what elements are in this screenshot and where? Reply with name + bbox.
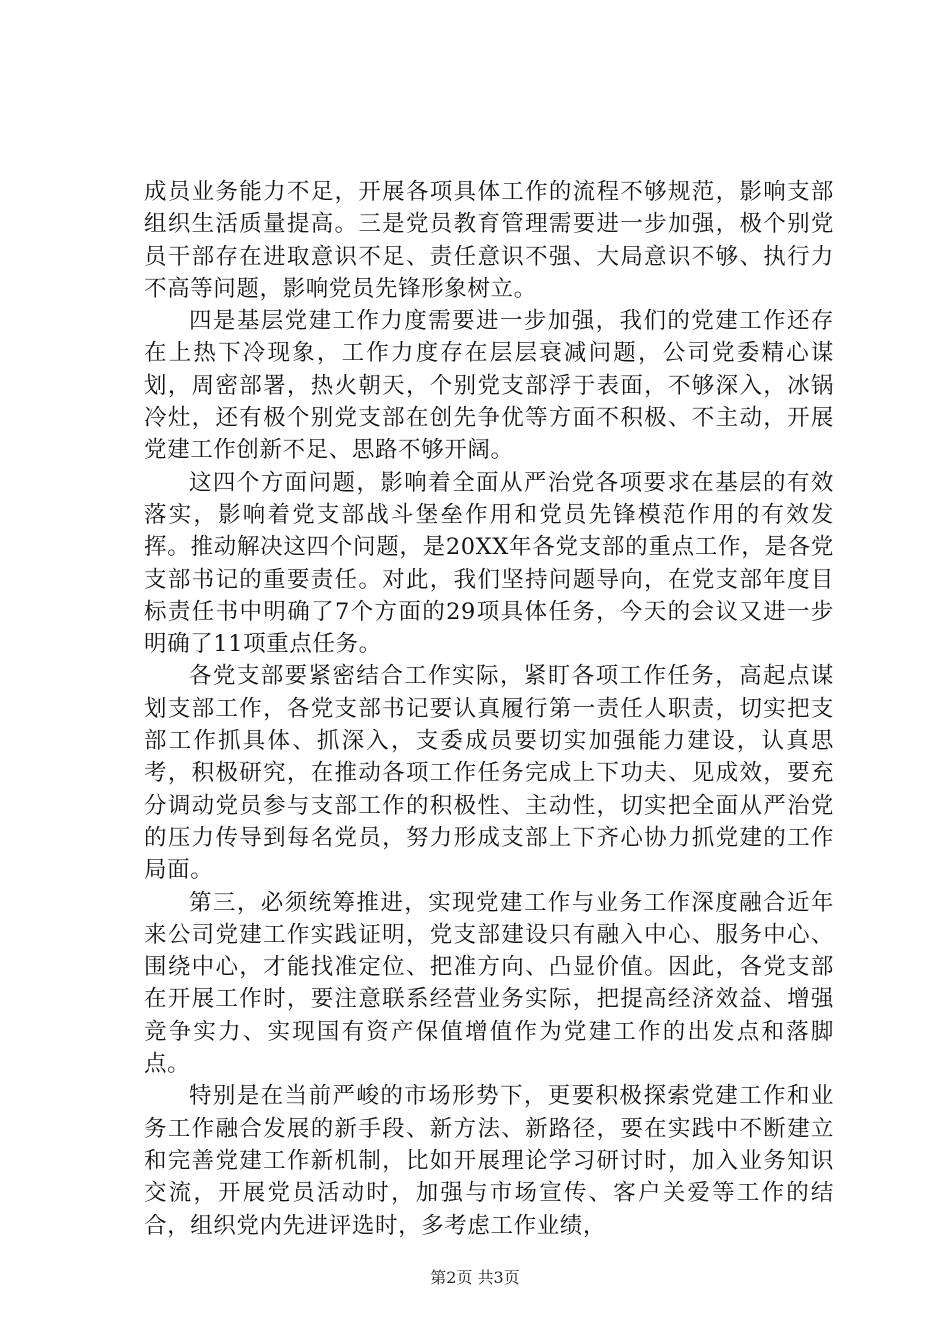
paragraph-third-point: 第三，必须统筹推进，实现党建工作与业务工作深度融合近年来公司党建工作实践证明，党支部建设只有融入中心、服务中心、围绕中心，才能找准定位、把准方向、凸显价值。因此，各党支部在开展工作时，要注意联系经营业务实际，把提高经济效益、增强竞争实力、实现国有资产保值增值作为党建工作的出发点和落脚点。 <box>144 889 834 1078</box>
page-footer: 第2页 共3页 <box>430 1268 520 1287</box>
body-text <box>144 176 834 1242</box>
paragraph-continuation: 成员业务能力不足，开展各项具体工作的流程不够规范，影响支部组织生活质量提高。三是党员教育管理需要进一步加强，极个别党员干部存在进取意识不足、责任意识不强、大局意识不够、执行力不高等问题，影响党员先锋形象树立。 <box>144 179 834 302</box>
paragraph-branch-tasks: 各党支部要紧密结合工作实际，紧盯各项工作任务，高起点谋划支部工作，各党支部书记要认真履行第一责任人职责，切实把支部工作抓具体、抓深入，支委成员要切实加强能力建设，认真思考，积极研究，在推动各项工作任务完成上下功夫、见成效，要充分调动党员参与支部工作的积极性、主动性，切实把全面从严治党的压力传导到每名党员，努力形成支部上下齐心协力抓党建的工作局面。 <box>144 663 834 884</box>
paragraph-market-situation: 特别是在当前严峻的市场形势下，更要积极探索党建工作和业务工作融合发展的新手段、新方法、新路径，要在实践中不断建立和完善党建工作新机制，比如开展理论学习研讨时，加入业务知识交流，开展党员活动时，加强与市场宣传、客户关爱等工作的结合，组织党内先进评选时，多考虑工作业绩， <box>144 1083 834 1239</box>
paragraph-four-problems: 这四个方面问题，影响着全面从严治党各项要求在基层的有效落实，影响着党支部战斗堡垒作用和党员先锋模范作用的有效发挥。推动解决这四个问题，是20XX年各党支部的重点工作，是各党支部书记的重要责任。对此，我们坚持问题导向，在党支部年度目标责任书中明确了7个方面的29项具体任务，今天的会议又进一步明确了11项重点任务。 <box>144 469 834 658</box>
paragraph-grassroots-strength: 四是基层党建工作力度需要进一步加强，我们的党建工作还存在上热下冷现象，工作力度存在层层衰减问题，公司党委精心谋划，周密部署，热火朝天，个别党支部浮于表面，不够深入，冰锅冷灶，还有极个别党支部在创先争优等方面不积极、不主动，开展党建工作创新不足、思路不够开阔。 <box>144 308 834 464</box>
